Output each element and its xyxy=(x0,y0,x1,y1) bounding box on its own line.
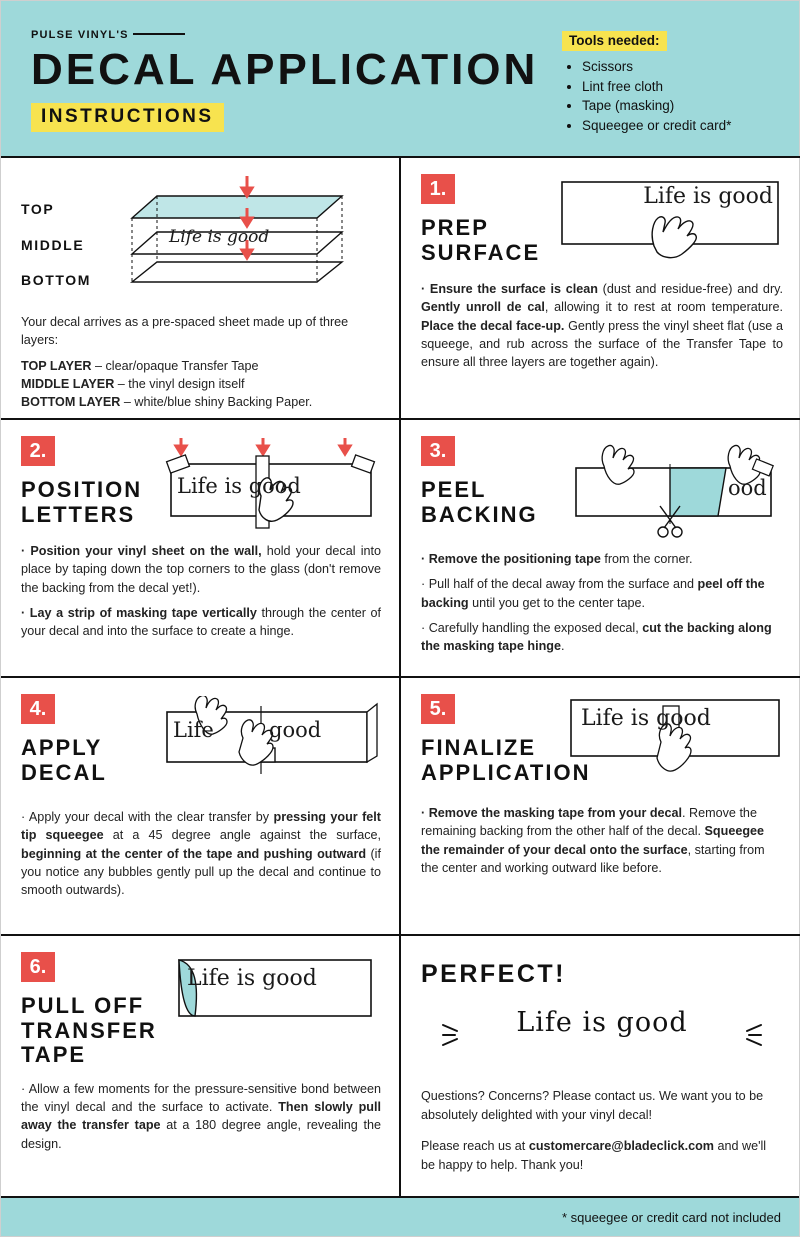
label-bottom: BOTTOM xyxy=(21,272,92,289)
contact-text xyxy=(421,1087,783,1175)
brand-line xyxy=(31,29,185,41)
step-4-cell xyxy=(1,678,401,934)
step-5-phrase: Life is good xyxy=(581,706,711,731)
step-title-line: POSITION xyxy=(21,477,143,502)
layer-middle-label: MIDDLE LAYER xyxy=(21,376,115,391)
footer xyxy=(1,1196,799,1236)
steps-grid xyxy=(1,156,800,1196)
step-6-cell xyxy=(1,936,401,1196)
step-title-line: FINALIZE xyxy=(421,735,536,760)
list-item: • Lint free cloth xyxy=(582,77,777,97)
grid-row xyxy=(1,936,800,1196)
step-title-1 xyxy=(421,216,546,265)
layer-bottom-text: – white/blue shiny Backing Paper. xyxy=(120,395,313,410)
intro-paragraph: Your decal arrives as a pre-spaced sheet made up of three layers: xyxy=(21,315,349,348)
step-number-3: 3. xyxy=(421,436,455,466)
step-title-4 xyxy=(21,736,149,785)
step-5-cell xyxy=(401,678,800,934)
step-title-line: LETTERS xyxy=(21,501,136,527)
step-title-line: TAPE xyxy=(21,1042,87,1068)
final-cell xyxy=(401,936,800,1196)
diagram-phrase: Life is good xyxy=(169,227,270,247)
final-heading: PERFECT! xyxy=(421,960,566,988)
page-subtitle: INSTRUCTIONS xyxy=(31,103,224,132)
tools-list xyxy=(562,57,777,135)
step-title-line: PULL OFF xyxy=(21,993,145,1018)
step-2-text: · Position your vinyl sheet on the wall, hold your decal into place by taping down the top corners to the glass (don't remove the backing from the decal yet!). · Lay a strip of masking tape vertically through the center of your decal and into the surface to create a hinge. xyxy=(21,544,382,638)
step-1-illustration xyxy=(558,174,783,268)
step-title-5 xyxy=(421,735,591,785)
step-title-line: PEEL xyxy=(421,477,487,502)
step-6-text: · Allow a few moments for the pressure-sensitive bond between the vinyl decal and the surface to activate. Then slowly pull away the transfer tape at a 180 degree angle, revealing the design. xyxy=(21,1081,381,1151)
step-title-line: SURFACE xyxy=(421,239,541,265)
step-4-phrase-2: good xyxy=(269,718,322,742)
step-3-phrase: ood xyxy=(728,476,767,500)
step-3-text: · Remove the positioning tape from the corner. · Pull half of the decal away from the surface and peel off the backing until you get to the center tape. · Carefully handling the exposed decal, cut the backing along the masking tape hinge. xyxy=(421,552,772,653)
brand-name: PULSE VINYL'S xyxy=(31,29,129,41)
step-number-1: 1. xyxy=(421,174,455,204)
step-4-phrase: Life xyxy=(173,718,214,742)
step-number-6: 6. xyxy=(21,952,55,982)
grid-row xyxy=(1,158,800,420)
step-number-2: 2. xyxy=(21,436,55,466)
brand-rule xyxy=(133,33,185,35)
contact-paragraph-1: Questions? Concerns? Please contact us. We want you to be absolutely delighted with your vinyl decal! xyxy=(421,1089,764,1122)
intro-cell xyxy=(1,158,401,418)
step-title-2 xyxy=(21,478,151,527)
layer-labels xyxy=(21,174,117,299)
list-item: • Tape (masking) xyxy=(582,96,777,116)
layer-middle-text: – the vinyl design itself xyxy=(114,376,245,391)
step-title-line: TRANSFER xyxy=(21,1017,157,1043)
step-2-cell xyxy=(1,420,401,676)
sparkle-right-icon xyxy=(739,1021,765,1049)
step-1-phrase: Life is good xyxy=(643,184,773,209)
step-number-4: 4. xyxy=(21,694,55,724)
list-item: • Scissors xyxy=(582,57,777,77)
contact-paragraph-2 xyxy=(421,1137,783,1175)
step-6-illustration xyxy=(165,952,381,1034)
layers-diagram xyxy=(117,174,381,286)
step-title-line: APPLICATION xyxy=(421,759,591,785)
final-phrase: Life is good xyxy=(516,1007,688,1038)
list-item: • Squeegee or credit card* xyxy=(582,116,777,136)
final-phrase-wrap xyxy=(421,1007,783,1063)
contact-post: and we'll be happy to help. Thank you! xyxy=(421,1138,767,1172)
step-3-cell xyxy=(401,420,800,676)
step-title-line: DECAL xyxy=(21,759,107,785)
step-title-line: APPLY xyxy=(21,735,103,760)
footer-note: * squeegee or credit card not included xyxy=(562,1209,781,1225)
layer-top-text: – clear/opaque Transfer Tape xyxy=(91,358,259,373)
label-middle: MIDDLE xyxy=(21,236,85,253)
step-1-cell xyxy=(401,158,800,418)
support-email[interactable]: customercare@bladeclick.com xyxy=(528,1138,714,1153)
step-1-text: · Ensure the surface is clean (dust and residue-free) and dry. Gently unroll de cal, allowing it to rest at room temperature. Place the decal face-up. Gently press the vinyl sheet flat (use a squeege, and rub across the surface of the Transfer Tape to ensure all three layers are together again). xyxy=(421,282,783,369)
step-2-phrase: Life is good xyxy=(177,474,301,498)
grid-row xyxy=(1,420,800,678)
step-5-text: · Remove the masking tape from your decal. Remove the remaining backing from the other half of the decal. Squeegee the remainder of your decal onto the surface, starting from the center and working outward like before. xyxy=(421,806,765,875)
step-5-illustration xyxy=(565,694,785,792)
step-title-3 xyxy=(421,478,546,527)
grid-row xyxy=(1,678,800,936)
step-4-illustration xyxy=(161,694,381,796)
tools-needed-title: Tools needed: xyxy=(562,31,667,51)
layer-bottom-label: BOTTOM LAYER xyxy=(21,395,121,410)
contact-pre: Please reach us at xyxy=(421,1138,529,1153)
step-2-illustration xyxy=(163,436,381,530)
step-title-line: PREP xyxy=(421,215,489,240)
header xyxy=(1,1,799,156)
step-number-5: 5. xyxy=(421,694,455,724)
page-title: DECAL APPLICATION xyxy=(31,45,539,94)
apply-decal-art xyxy=(161,696,381,796)
step-4-text: · Apply your decal with the clear transfer by pressing your felt tip squeegee at a 45 degree angle against the surface, beginning at the center of the tape and pushing outward (if you notice any bubbles gently pull up the decal and continue to smooth outwards). xyxy=(21,810,382,897)
sparkle-left-icon xyxy=(439,1021,465,1049)
intro-text xyxy=(21,313,381,411)
step-3-illustration xyxy=(558,436,783,538)
tools-needed-box xyxy=(562,31,777,135)
step-6-phrase: Life is good xyxy=(187,966,317,991)
step-title-line: BACKING xyxy=(421,501,538,527)
layer-top-label: TOP LAYER xyxy=(21,358,92,373)
step-title-6 xyxy=(21,993,157,1068)
label-top: TOP xyxy=(21,201,55,217)
